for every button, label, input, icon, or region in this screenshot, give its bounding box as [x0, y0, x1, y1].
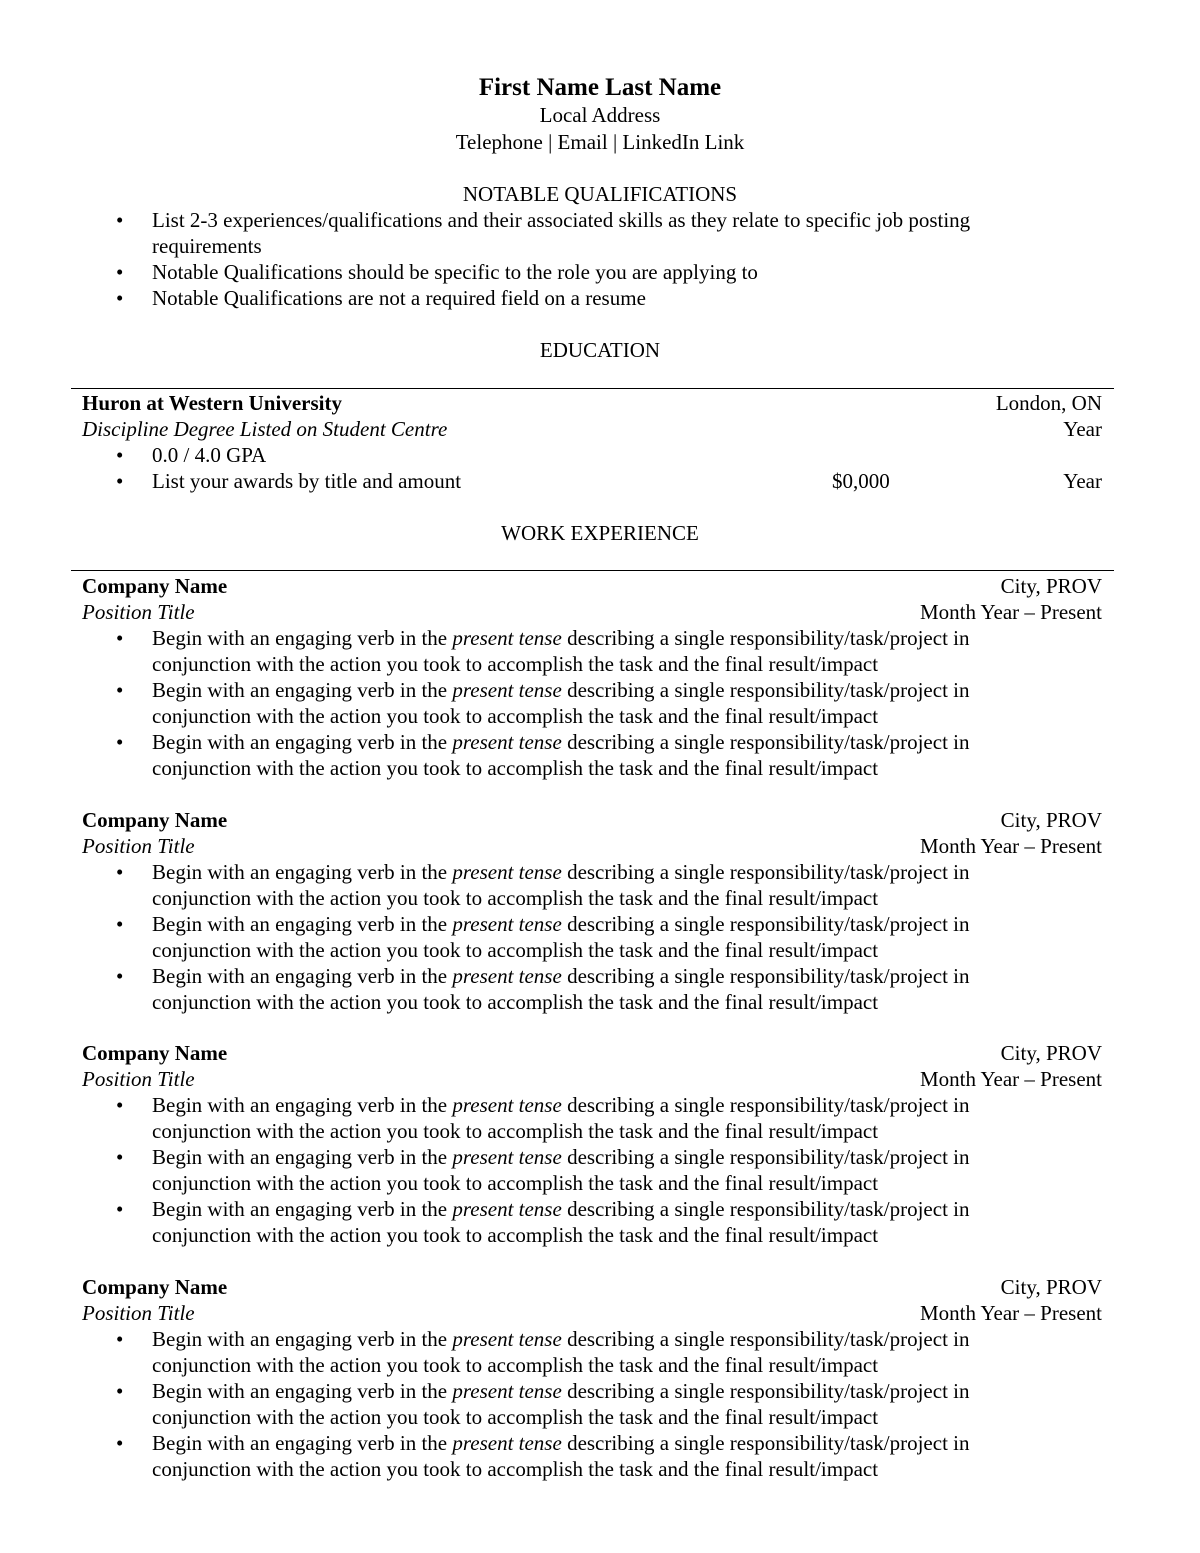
qualification-text: requirements [152, 234, 262, 258]
bullet-icon: • [116, 912, 124, 936]
bullet-text-end: describing a single responsibility/task/project in [561, 730, 970, 754]
degree-name: Discipline Degree Listed on Student Centre [82, 417, 448, 441]
position-title: Position Title [82, 834, 195, 858]
job-bullet-item [0, 1326, 1052, 1378]
bullet-text-end: describing a single responsibility/task/project in [561, 1431, 970, 1455]
bullet-icon: • [116, 1379, 124, 1403]
job-bullets [0, 625, 1200, 781]
bullet-text-emphasis: present tense [452, 1327, 562, 1351]
bullet-text-emphasis: present tense [452, 1431, 562, 1455]
bullet-text-emphasis: present tense [452, 626, 562, 650]
job-bullet-item [0, 1092, 1052, 1144]
job-bullet-item [0, 1430, 1052, 1482]
bullet-text-end: describing a single responsibility/task/project in [561, 1093, 970, 1117]
award-text: List your awards by title and amount [152, 469, 462, 493]
job-bullet-item [0, 1378, 1052, 1430]
qualification-text: List 2-3 experiences/qualifications and their associated skills as they relate to specific job posting [152, 208, 971, 232]
bullet-icon: • [116, 469, 124, 493]
job-bullets [0, 1092, 1200, 1248]
bullet-text-emphasis: present tense [452, 730, 562, 754]
bullet-text-line2: conjunction with the action you took to accomplish the task and the final result/impact [152, 1223, 879, 1247]
bullet-text-start: Begin with an engaging verb in the [152, 1093, 453, 1117]
qualification-text: Notable Qualifications are not a required field on a resume [152, 286, 646, 310]
education-degree-row [82, 416, 1102, 442]
bullet-text-emphasis: present tense [452, 1197, 562, 1221]
bullet-icon: • [116, 860, 124, 884]
bullet-text-line2: conjunction with the action you took to accomplish the task and the final result/impact [152, 1119, 879, 1143]
bullet-text-line2: conjunction with the action you took to accomplish the task and the final result/impact [152, 756, 879, 780]
bullet-text-start: Begin with an engaging verb in the [152, 1327, 453, 1351]
job-bullet-item [0, 677, 1052, 729]
bullet-text-start: Begin with an engaging verb in the [152, 678, 453, 702]
company-name: Company Name [82, 1041, 228, 1065]
bullet-text-end: describing a single responsibility/task/project in [561, 1379, 970, 1403]
bullet-text-end: describing a single responsibility/task/project in [561, 860, 970, 884]
bullet-icon: • [116, 208, 124, 232]
bullet-icon: • [116, 443, 124, 467]
bullet-text-start: Begin with an engaging verb in the [152, 1431, 453, 1455]
job-company-row [82, 1274, 1102, 1300]
bullet-icon: • [116, 260, 124, 284]
job-position-row [82, 833, 1102, 859]
bullet-icon: • [116, 1145, 124, 1169]
school-name: Huron at Western University [82, 391, 342, 415]
job-location: City, PROV [1000, 1275, 1102, 1299]
job-bullets [0, 1326, 1200, 1482]
award-row [82, 468, 1102, 494]
job-location: City, PROV [1000, 574, 1102, 598]
job-dates: Month Year – Present [920, 834, 1102, 858]
bullet-icon: • [116, 678, 124, 702]
position-title: Position Title [82, 1067, 195, 1091]
bullet-text-start: Begin with an engaging verb in the [152, 912, 453, 936]
local-address: Local Address [539, 103, 661, 127]
bullet-text-end: describing a single responsibility/task/project in [561, 1327, 970, 1351]
bullet-text-emphasis: present tense [452, 678, 562, 702]
bullet-text-line2: conjunction with the action you took to accomplish the task and the final result/impact [152, 886, 879, 910]
bullet-text-start: Begin with an engaging verb in the [152, 1145, 453, 1169]
job-location: City, PROV [1000, 808, 1102, 832]
company-name: Company Name [82, 574, 228, 598]
bullet-icon: • [116, 1431, 124, 1455]
job-position-row [82, 599, 1102, 625]
qualifications-list [0, 207, 1200, 311]
section-divider [71, 570, 1114, 571]
education-heading: EDUCATION [539, 338, 661, 362]
position-title: Position Title [82, 1301, 195, 1325]
job-bullet-item [0, 1196, 1052, 1248]
bullet-text-line2: conjunction with the action you took to accomplish the task and the final result/impact [152, 990, 879, 1014]
bullet-icon: • [116, 286, 124, 310]
bullet-text-line2: conjunction with the action you took to accomplish the task and the final result/impact [152, 938, 879, 962]
bullet-text-end: describing a single responsibility/task/project in [561, 912, 970, 936]
bullet-text-emphasis: present tense [452, 1379, 562, 1403]
school-location: London, ON [995, 391, 1102, 415]
job-bullet-item [0, 1144, 1052, 1196]
bullet-text-start: Begin with an engaging verb in the [152, 860, 453, 884]
job-position-row [82, 1066, 1102, 1092]
bullet-text-start: Begin with an engaging verb in the [152, 1379, 453, 1403]
bullet-text-line2: conjunction with the action you took to accomplish the task and the final result/impact [152, 1171, 879, 1195]
bullet-icon: • [116, 1197, 124, 1221]
award-amount: $0,000 [832, 469, 890, 493]
education-list [0, 442, 1200, 468]
job-position-row [82, 1300, 1102, 1326]
bullet-text-line2: conjunction with the action you took to accomplish the task and the final result/impact [152, 652, 879, 676]
qualification-item [0, 285, 1052, 311]
bullet-text-emphasis: present tense [452, 1093, 562, 1117]
bullet-icon: • [116, 1327, 124, 1351]
bullet-icon: • [116, 1093, 124, 1117]
education-school-row [82, 390, 1102, 416]
job-bullet-item [0, 859, 1052, 911]
bullet-text-end: describing a single responsibility/task/project in [561, 678, 970, 702]
education-item [0, 442, 1052, 468]
bullet-text-line2: conjunction with the action you took to accomplish the task and the final result/impact [152, 1457, 879, 1481]
degree-year: Year [1063, 417, 1102, 441]
job-company-row [82, 807, 1102, 833]
bullet-text-start: Begin with an engaging verb in the [152, 1197, 453, 1221]
bullet-icon: • [116, 730, 124, 754]
bullet-text-end: describing a single responsibility/task/project in [561, 964, 970, 988]
bullet-text-end: describing a single responsibility/task/project in [561, 1197, 970, 1221]
job-dates: Month Year – Present [920, 600, 1102, 624]
job-dates: Month Year – Present [920, 1067, 1102, 1091]
job-bullet-item [0, 729, 1052, 781]
bullet-text-line2: conjunction with the action you took to accomplish the task and the final result/impact [152, 1405, 879, 1429]
job-bullet-item [0, 911, 1052, 963]
bullet-text-end: describing a single responsibility/task/project in [561, 1145, 970, 1169]
bullet-icon: • [116, 626, 124, 650]
gpa-text: 0.0 / 4.0 GPA [152, 443, 267, 467]
qualification-text: Notable Qualifications should be specific to the role you are applying to [152, 260, 758, 284]
bullet-text-emphasis: present tense [452, 912, 562, 936]
company-name: Company Name [82, 808, 228, 832]
bullet-text-line2: conjunction with the action you took to accomplish the task and the final result/impact [152, 1353, 879, 1377]
job-dates: Month Year – Present [920, 1301, 1102, 1325]
bullet-text-start: Begin with an engaging verb in the [152, 730, 453, 754]
job-bullets [0, 859, 1200, 1015]
job-company-row [82, 573, 1102, 599]
resume-name: First Name Last Name [478, 74, 722, 101]
bullet-text-emphasis: present tense [452, 1145, 562, 1169]
award-year: Year [1063, 469, 1102, 493]
bullet-text-emphasis: present tense [452, 964, 562, 988]
bullet-text-end: describing a single responsibility/task/project in [561, 626, 970, 650]
position-title: Position Title [82, 600, 195, 624]
bullet-text-start: Begin with an engaging verb in the [152, 626, 453, 650]
qualifications-heading: NOTABLE QUALIFICATIONS [462, 182, 738, 206]
bullet-text-line2: conjunction with the action you took to accomplish the task and the final result/impact [152, 704, 879, 728]
job-bullet-item [0, 625, 1052, 677]
job-bullet-item [0, 963, 1052, 1015]
work-heading: WORK EXPERIENCE [501, 521, 699, 545]
bullet-icon: • [116, 964, 124, 988]
job-company-row [82, 1040, 1102, 1066]
bullet-text-start: Begin with an engaging verb in the [152, 964, 453, 988]
bullet-text-emphasis: present tense [452, 860, 562, 884]
section-divider [71, 388, 1114, 389]
company-name: Company Name [82, 1275, 228, 1299]
job-location: City, PROV [1000, 1041, 1102, 1065]
qualification-item [0, 207, 1052, 259]
contact-line: Telephone | Email | LinkedIn Link [455, 130, 745, 154]
qualification-item [0, 259, 1052, 285]
